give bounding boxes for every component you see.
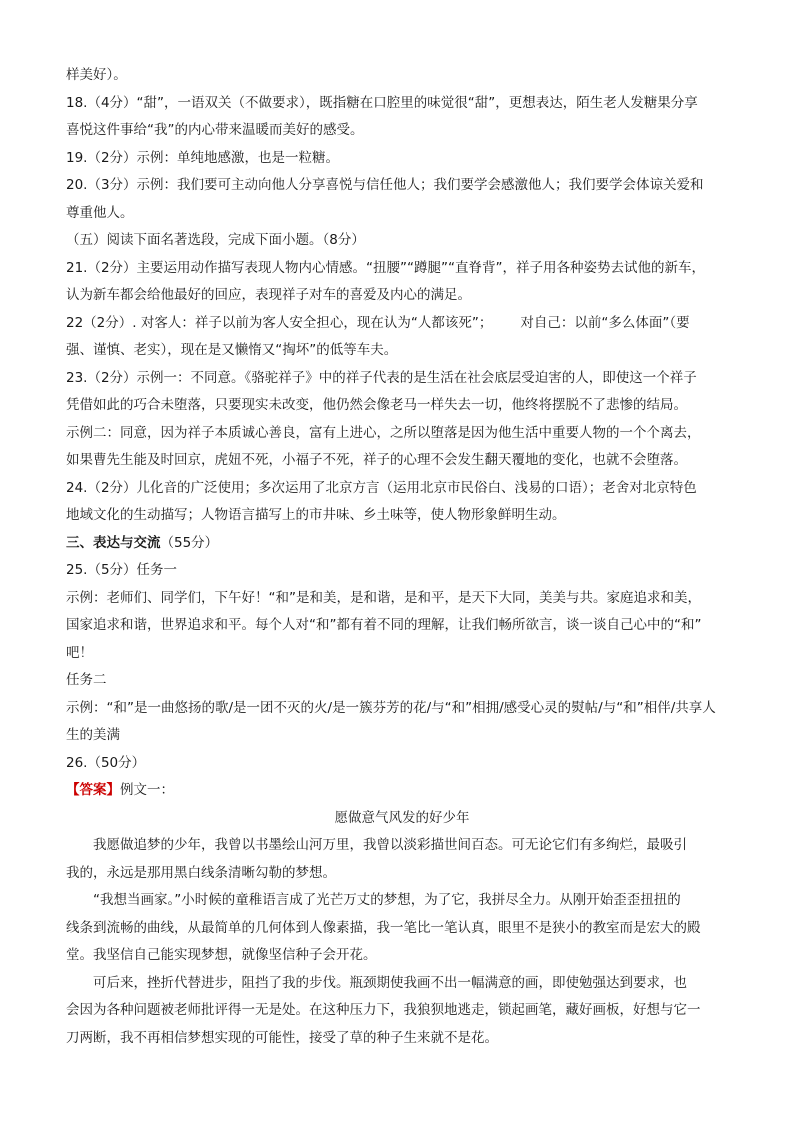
answer-22-self: 对自己：以前“多么体面”（要 [520, 314, 690, 331]
answer-label-line [66, 777, 738, 805]
answer-25-line-1: 示例：老师们、同学们，下午好！“和”是和美，是和谐，是和平，是天下大同，美美与共。家庭追求和美， [66, 589, 701, 606]
answer-23-line-3: 示例二：同意，因为祥子本质诚心善良，富有上进心，之所以堕落是因为他生活中重要人物的一个个离去， [66, 424, 701, 441]
essay-title: 愿做意气风发的好少年 [334, 809, 470, 826]
answer-18-line-2: 喜悦这件事给“我”的内心带来温暖而美好的感受。 [66, 122, 364, 138]
answer-23-line-1: 23.（2分）示例一：不同意。《骆驼祥子》中的祥子代表的是生活在社会底层受迫害的人，即使这一个祥子 [66, 369, 697, 386]
section-5-heading: （五）阅读下面名著选段，完成下面小题。（8分） [66, 232, 365, 248]
answer-25-line-3: 吧！ [66, 644, 93, 661]
essay-paragraph-2-line-3: 堂。我坚信自己能实现梦想，就像坚信种子会开花。 [66, 947, 377, 963]
answer-18-line-1: 18.（4分）“甜”，一语双关（不做要求），既指糖在口腔里的味觉很“甜”，更想表达，陌生老人发糖果分享 [66, 94, 698, 111]
answer-20-line-2: 尊重他人。 [66, 204, 134, 221]
essay-paragraph-3-line-3: 刀两断，我不再相信梦想实现的可能性，接受了草的种子生来就不是花。 [66, 1029, 498, 1046]
answer-23-line-2: 凭借如此的巧合未堕落，只要现实未改变，他仍然会像老马一样失去一切，他终将摆脱不了悲惨的结局。 [66, 397, 687, 413]
answer-20-line-1: 20.（3分）示例：我们要可主动向他人分享喜悦与信任他人；我们要学会感激他人；我们要学会体谅关爱和 [66, 177, 704, 193]
task-2-label: 任务二 [66, 672, 107, 688]
essay-paragraph-3-line-1: 可后来，挫折代替进步，阻挡了我的步伐。瓶颈期使我画不出一幅满意的画，即使勉强达到要求，也 [93, 974, 687, 991]
answer-26-heading: 26.（50分） [66, 754, 146, 771]
answer-24-line-1: 24.（2分）儿化音的广泛使用；多次运用了北京方言（运用北京市民俗白、浅易的口语）；老舍对北京特色 [66, 479, 697, 496]
answer-22-line-2: 强、谨慎、老实），现在是又懒惰又“掏坏”的低等车夫。 [66, 342, 398, 358]
answer-21-line-1: 21.（2分）主要运用动作描写表现人物内心情感。“扭腰”“蹲腿”“直脊背”，祥子用各种姿势去试他的新车， [66, 259, 706, 276]
essay-paragraph-1-line-1: 我愿做追梦的少年，我曾以书墨绘山河万里，我曾以淡彩描世间百态。可无论它们有多绚烂，最吸引 [93, 837, 687, 853]
answer-25-task-1: 25.（5分）任务一 [66, 562, 178, 578]
essay-paragraph-2-line-1: “我想当画家。”小时候的童稚语言成了光芒万丈的梦想，为了它，我拼尽全力。从刚开始歪歪扭扭的 [93, 892, 681, 908]
answer-22-guest: 22（2分）. 对客人：祥子以前为客人安全担心，现在认为“人都该死”； [66, 314, 493, 331]
example-essay-label: 例文一： [120, 782, 174, 798]
section-3-score: （55分） [160, 534, 219, 551]
answer-21-line-2: 认为新车都会给他最好的回应，表现祥子对车的喜爱及内心的满足。 [66, 287, 471, 303]
essay-paragraph-1-line-2: 我的，永远是那用黑白线条清晰勾勒的梦想。 [66, 864, 336, 881]
answer-25-line-2: 国家追求和谐，世界追求和平。每个人对“和”都有着不同的理解，让我们畅所欲言，谈一谈自己心中的“和” [66, 617, 702, 633]
answer-19: 19.（2分）示例：单纯地感激，也是一粒糖。 [66, 149, 340, 166]
section-3-heading [66, 530, 738, 558]
document-body [66, 62, 738, 1052]
section-3-title: 三、表达与交流 [66, 534, 161, 551]
answer-22-line-1 [66, 310, 738, 338]
essay-paragraph-2-line-2: 线条到流畅的曲线，从最简单的几何体到人像素描，我一笔比一笔认真，眼里不是狭小的教室而是宏大的殿 [66, 919, 701, 936]
answer-tag: 【答案】 [66, 782, 120, 798]
task-2-line-2: 生的美满 [66, 727, 120, 743]
text-line: 样美好）。 [66, 67, 127, 83]
answer-24-line-2: 地域文化的生动描写；人物语言描写上的市井味、乡土味等，使人物形象鲜明生动。 [66, 507, 566, 523]
task-2-line-1: 示例：“和”是一曲悠扬的歌/是一团不灭的火/是一簇芬芳的花/与“和”相拥/感受心灵的熨帖/与“和”相伴/共享人 [66, 699, 716, 716]
answer-23-line-4: 如果曹先生能及时回京，虎妞不死，小福子不死，祥子的心理不会发生翻天覆地的变化，也就不会堕落。 [66, 452, 687, 468]
essay-paragraph-3-line-2: 会因为各种问题被老师批评得一无是处。在这种压力下，我狼狈地逃走，锁起画笔，藏好画板，好想与它一 [66, 1002, 701, 1018]
